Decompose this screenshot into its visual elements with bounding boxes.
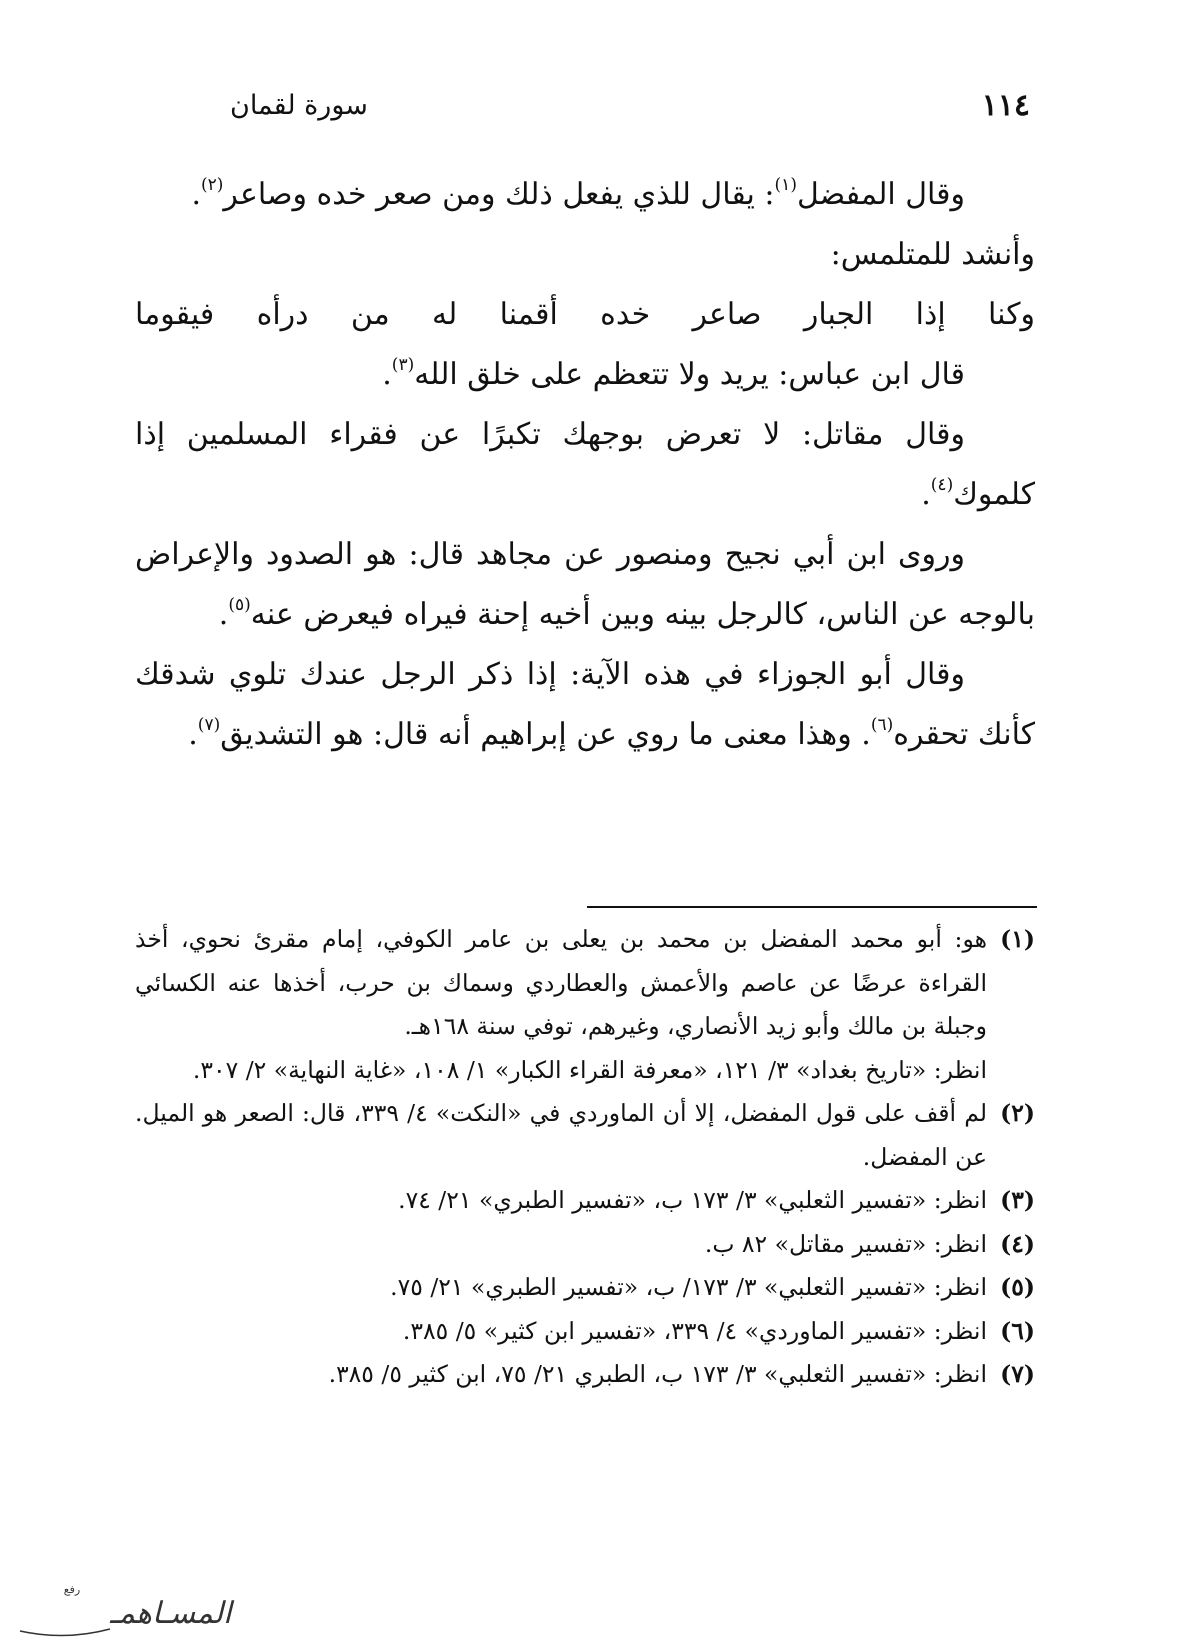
footnote-ref[interactable]: (٥) <box>228 595 251 615</box>
paragraph-6 <box>135 645 1035 765</box>
punctuation: . <box>191 177 201 212</box>
paragraph-2: وأنشد للمتلمس: <box>830 237 1035 272</box>
footnote-number: (٥) <box>1000 1273 1035 1301</box>
footnote-text: انظر: «تفسير الماوردي» ٤/ ٣٣٩، «تفسير ابن كثير» ٥/ ٣٨٥. <box>402 1316 987 1345</box>
paragraph-4 <box>135 405 1035 525</box>
footnote-text: انظر: «تفسير مقاتل» ٨٢ ب. <box>704 1229 987 1258</box>
footnote-ref[interactable]: (٤) <box>930 475 954 495</box>
paragraph-text: وقال أبو الجوزاء في هذه الآية: إذا ذكر الرجل عندك تلوي شدقك كأنك تحقره <box>135 657 1035 752</box>
paragraph-1 <box>135 165 1035 225</box>
footnote-2 <box>135 1092 1035 1179</box>
paragraph-text: وروى ابن أبي نجيح ومنصور عن مجاهد قال: هو الصدود والإعراض بالوجه عن الناس، كالرجل بينه وبين أخيه إحنة فيراه فيعرض عنه <box>135 537 1035 632</box>
paragraph-text: قال ابن عباس: يريد ولا تتعظم على خلق الله <box>414 357 965 392</box>
footnote-4 <box>135 1223 1035 1267</box>
footnote-body <box>135 918 987 1092</box>
footnote-7 <box>135 1353 1035 1397</box>
publisher-logo <box>10 1575 232 1645</box>
footnote-ref[interactable]: (١) <box>774 175 797 195</box>
punctuation: . <box>218 597 229 632</box>
footnote-number: (١) <box>1000 925 1035 953</box>
footnote-number: (٢) <box>1000 1099 1035 1127</box>
paragraph-5 <box>135 525 1035 645</box>
paragraph-text: : يقال للذي يفعل ذلك ومن صعر خده وصاعر <box>223 177 775 212</box>
footnote-ref[interactable]: (٦) <box>870 715 894 735</box>
running-title: سورة لقمان <box>230 90 368 121</box>
footnote-number: (٣) <box>1000 1186 1035 1214</box>
footnote-text: انظر: «تفسير الثعلبي» ٣/ ١٧٣ ب، «تفسير الطبري» ٢١/ ٧٤. <box>398 1186 987 1214</box>
footnote-text: انظر: «تاريخ بغداد» ٣/ ١٢١، «معرفة القراء الكبار» ١/ ١٠٨، «غاية النهاية» ٢/ ٣٠٧. <box>192 1055 987 1084</box>
poetry-verse: وكنا إذا الجبار صاعر خده أقمنا له من درأه فيقوما <box>135 297 1035 332</box>
footnote-ref[interactable]: (٣) <box>391 355 415 375</box>
footnote-ref[interactable]: (٧) <box>197 715 221 735</box>
footnote-number: (٤) <box>1000 1229 1035 1258</box>
paragraph-text: وقال مقاتل: لا تعرض بوجهك تكبرًا عن فقراء المسلمين إذا كلموك <box>135 417 1035 512</box>
footnote-text: انظر: «تفسير الثعلبي» ٣/ ١٧٣/ ب، «تفسير الطبري» ٢١/ ٧٥. <box>390 1273 987 1301</box>
page-header <box>190 88 1030 138</box>
paragraph-text: . وهذا معنى ما روي عن إبراهيم أنه قال: هو التشديق <box>220 717 871 752</box>
footnote-text: انظر: «تفسير الثعلبي» ٣/ ١٧٣ ب، الطبري ٢١/ ٧٥، ابن كثير ٥/ ٣٨٥. <box>328 1360 987 1388</box>
punctuation: . <box>921 477 931 512</box>
logo-flourish <box>20 1629 110 1636</box>
footnotes <box>135 918 1035 1397</box>
logo-text: المسـاهمـ <box>110 1596 232 1631</box>
footnote-3 <box>135 1179 1035 1223</box>
punctuation: . <box>382 357 392 392</box>
footnote-number: (٧) <box>1000 1360 1035 1388</box>
footnote-6 <box>135 1310 1035 1354</box>
main-text <box>135 165 1035 765</box>
paragraph-text: وقال المفضل <box>796 177 965 212</box>
page-number: ١١٤ <box>981 88 1030 123</box>
logo-small-text: رفع <box>63 1583 81 1596</box>
footnote-number: (٦) <box>1000 1316 1035 1345</box>
footnote-text: لم أقف على قول المفضل، إلا أن الماوردي في «النكت» ٤/ ٣٣٩، قال: الصعر هو الميل. عن المفضل. <box>135 1099 988 1171</box>
footnote-ref[interactable]: (٢) <box>200 175 224 195</box>
footnote-5 <box>135 1266 1035 1310</box>
footnote-1 <box>135 918 1035 1092</box>
paragraph-3 <box>135 345 1035 405</box>
footnote-text: هو: أبو محمد المفضل بن محمد بن يعلى بن عامر الكوفي، إمام مقرئ نحوي، أخذ القراءة عرضًا عن عاصم والأعمش والعطاردي وسماك بن حرب، أخذها عنه الكسائي وجبلة بن مالك وأبو زيد الأنصاري، وغيرهم، توفي سنة ١٦٨هـ. <box>135 925 987 1040</box>
punctuation: . <box>188 717 198 752</box>
footnote-separator <box>587 906 1037 908</box>
